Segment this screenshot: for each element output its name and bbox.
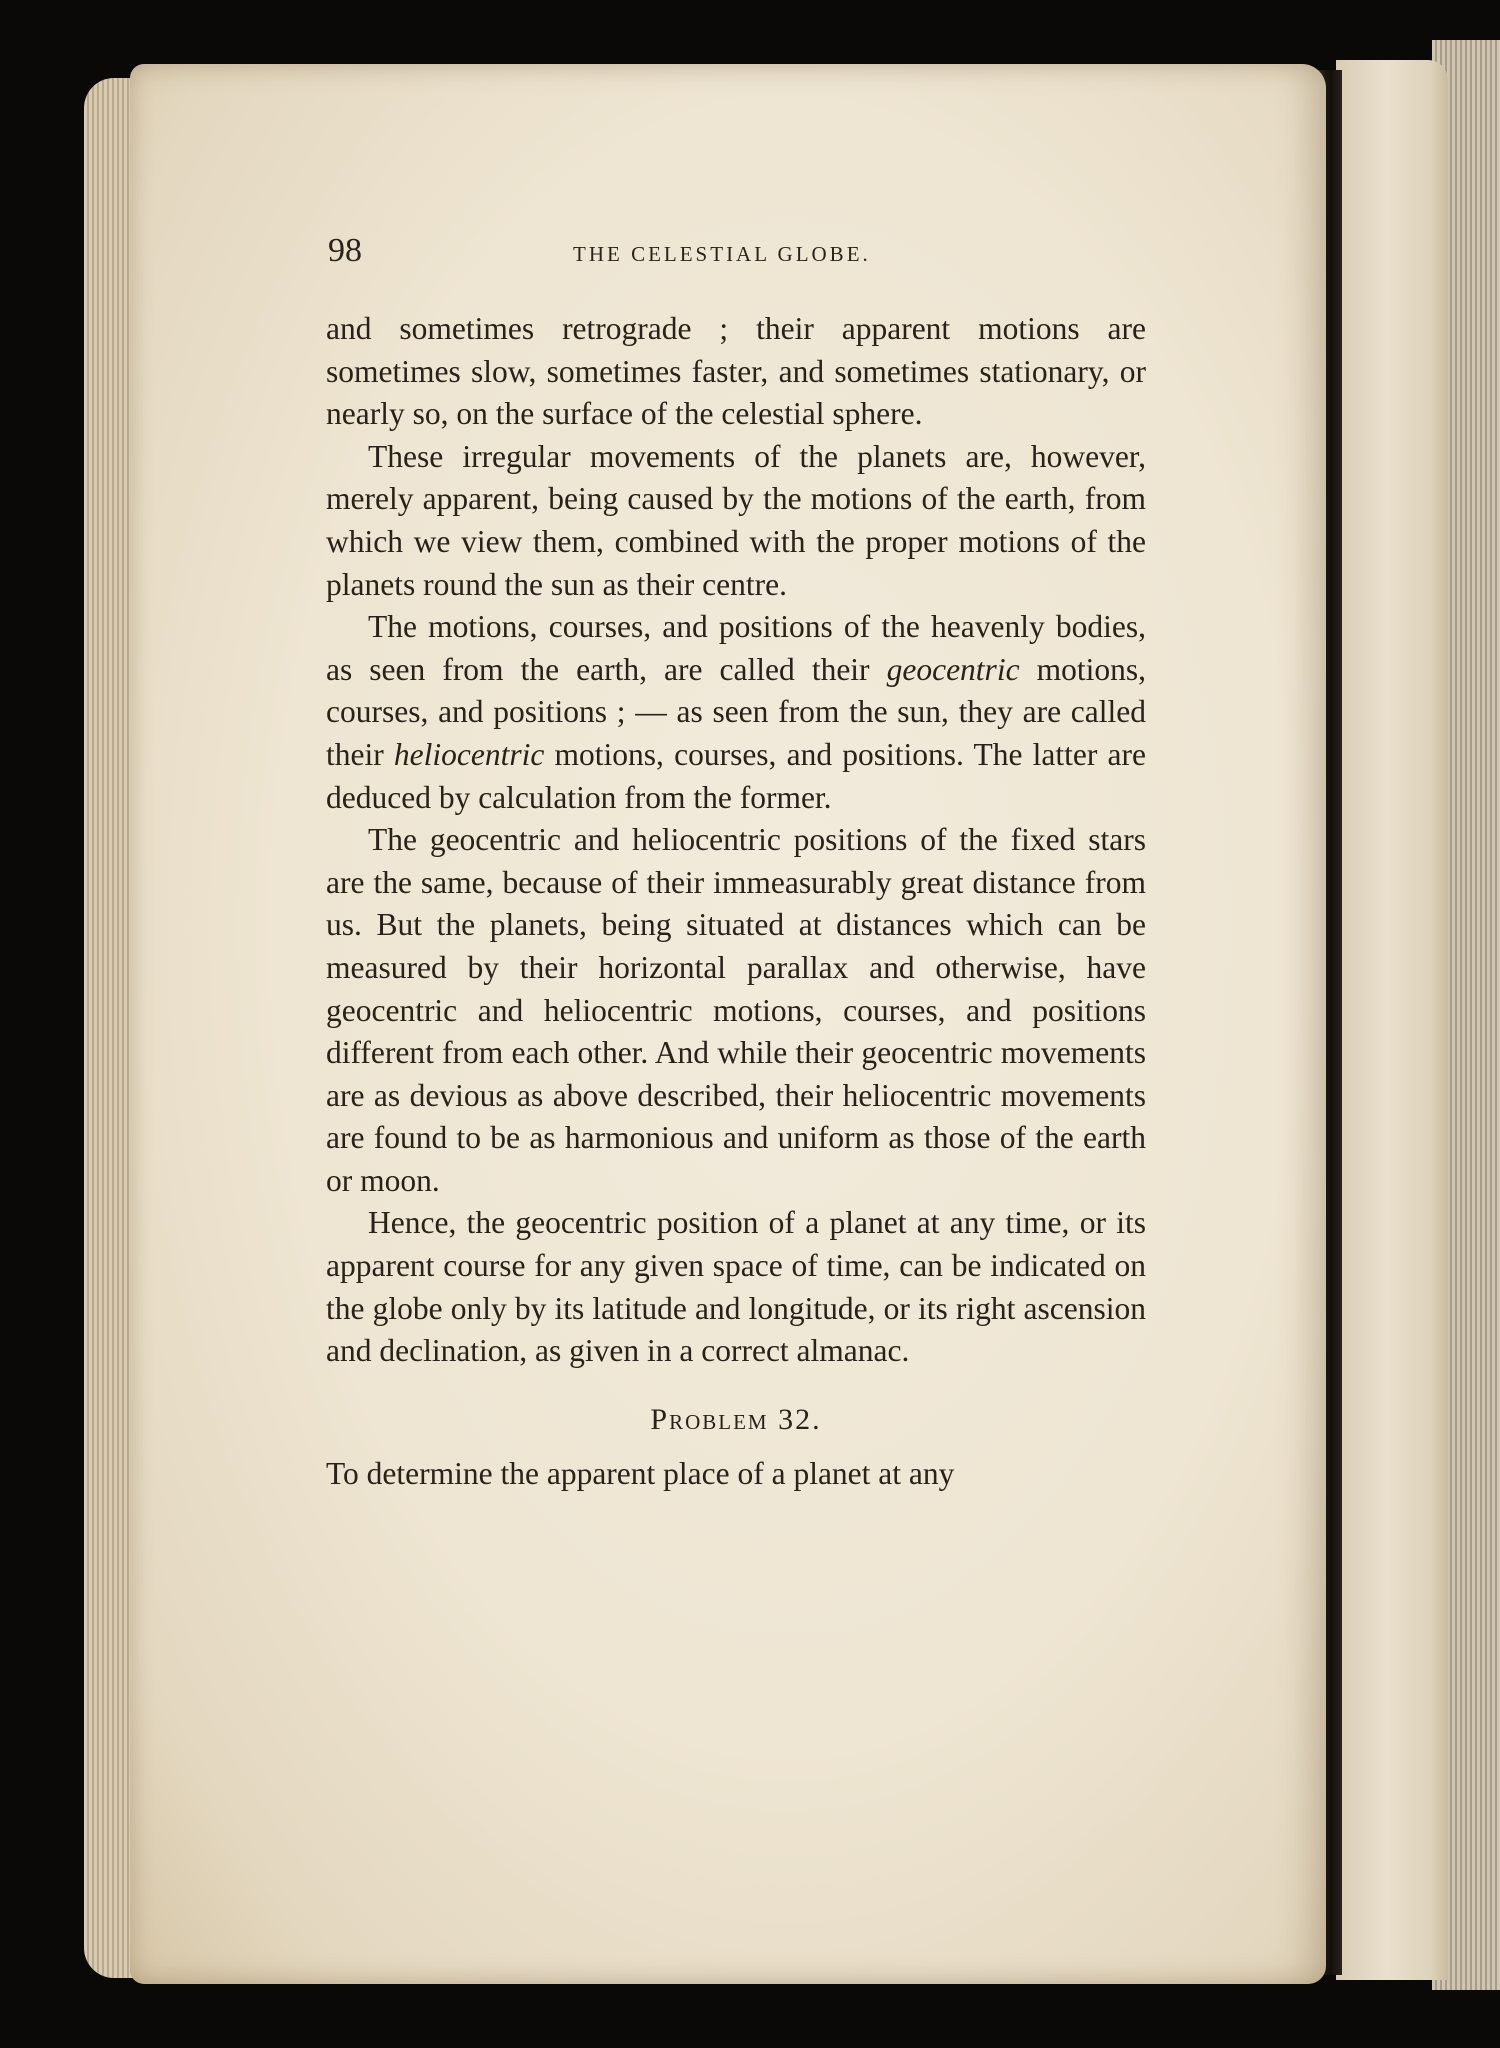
page-body [326, 308, 1146, 1496]
running-head: THE CELESTIAL GLOBE. [573, 242, 871, 266]
facing-page [1336, 60, 1448, 1980]
paragraph-3-text-b: motions, courses, and positions ; — as seen from the sun, they are called their [326, 651, 1146, 772]
paragraph-2: These irregular movements of the planets are, however, merely apparent, being caused by the motions of the earth, from which we view them, combined with the proper motions of the planets round the sun as their centre. [326, 438, 1146, 602]
problem-text: To determine the apparent place of a planet at any [326, 1456, 955, 1492]
page-header [328, 232, 1148, 282]
term-geocentric: geocentric [886, 651, 1020, 687]
problem-heading: Problem 32. [650, 1402, 822, 1436]
paragraph-5: Hence, the geocentric position of a planet at any time, or its apparent course for any given space of time, can be indicated on the globe only by its latitude and longitude, or its right ascension and declination, as given in a correct almanac. [326, 1205, 1146, 1369]
paragraph-4: The geocentric and heliocentric positions of the fixed stars are the same, because of their immeasurably great distance from us. But the planets, being situated at distances which can be measured by their horizontal parallax and otherwise, have geocentric and heliocentric motions, courses, and positions different from each other. And while their geocentric movements are as devious as above described, their heliocentric movements are found to be as harmonious and uniform as those of the earth or moon. [326, 822, 1146, 1198]
paragraph-3 [326, 606, 1146, 819]
term-heliocentric: heliocentric [393, 736, 545, 772]
paragraph-3-text-a: The motions, courses, and positions of the heavenly bodies, as seen from the earth, are called their [326, 609, 1146, 687]
page-number: 98 [328, 232, 362, 269]
paragraph-3-text-c: motions, courses, and positions. The latter are deduced by calculation from the former. [326, 736, 1146, 815]
paragraph-1: and sometimes retrograde ; their apparent motions are sometimes slow, sometimes faster, and sometimes stationary, or nearly so, on the surface of the celestial sphere. [326, 311, 1146, 432]
